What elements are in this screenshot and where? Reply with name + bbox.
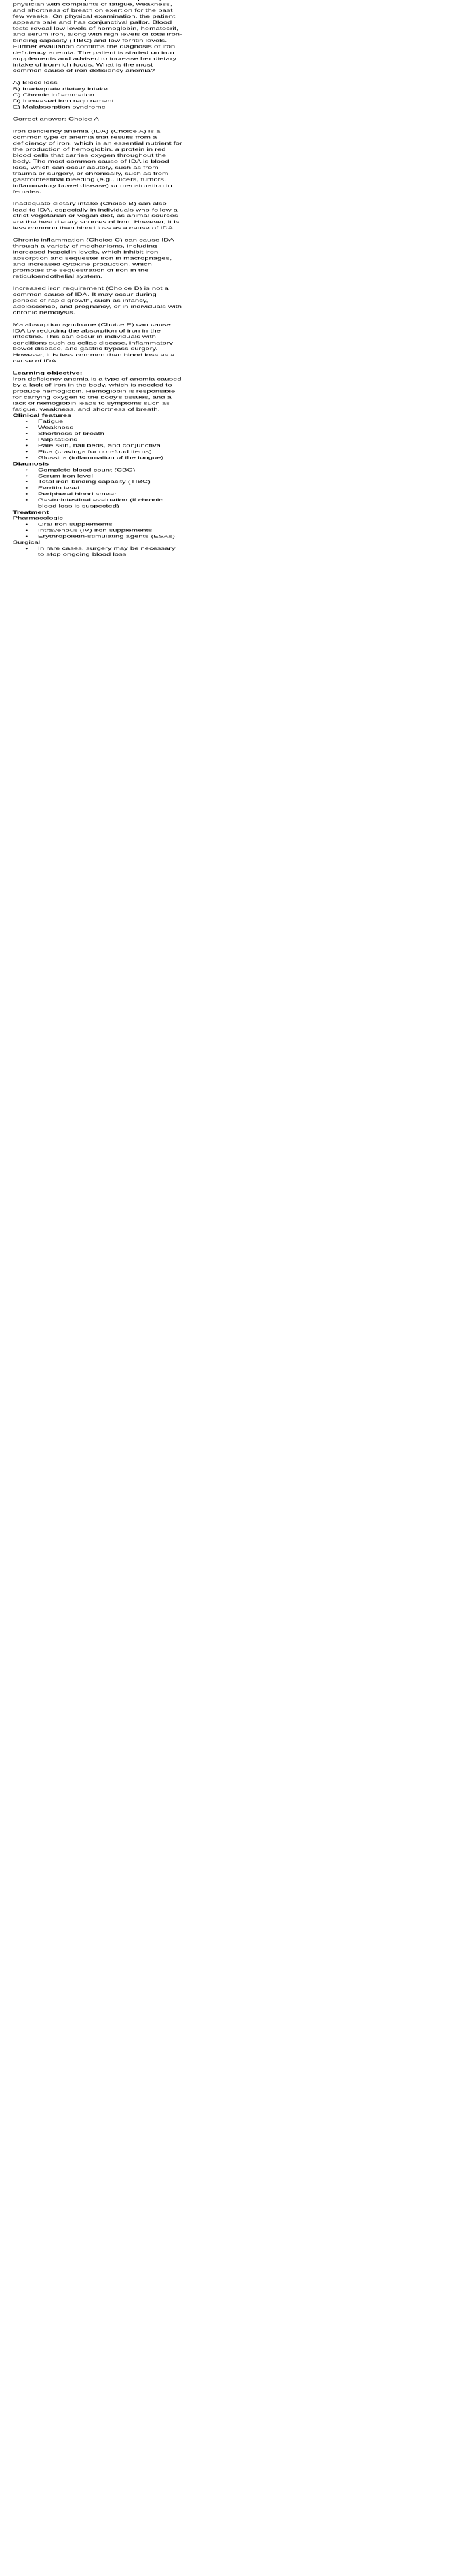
list-item: ● Total iron-binding capacity (TIBC) <box>25 479 182 485</box>
document-body <box>0 0 195 558</box>
explanation-choice-b: Inadequate dietary intake (Choice B) can also lead to IDA, especially in individuals who follow a strict vegetarian or vegan diet, as animal sources are the best dietary sources of iron. However, it is less common than blood loss as a cause of IDA. <box>12 201 180 231</box>
choice-b: B) Inadequate dietary intake <box>12 86 108 92</box>
correct-answer: Correct answer: Choice A <box>12 116 99 121</box>
list-item: ● Palpitations <box>25 436 182 442</box>
clinical-features-list <box>13 419 183 461</box>
clinical-features-heading: Clinical features <box>12 413 72 418</box>
list-item: ● Fatigue <box>25 419 182 425</box>
list-item: ● Oral iron supplements <box>25 521 182 527</box>
list-item: ● Shortness of breath <box>25 430 182 436</box>
list-item: ● Gastrointestinal evaluation (if chronic blood loss is suspected) <box>25 497 182 509</box>
explanation-choice-a: Iron deficiency anemia (IDA) (Choice A) is a common type of anemia that results from a deficiency of iron, which is an essential nutrient for the production of hemoglobin, a protein in red blood cells that carries oxygen throughout the body. The most common cause of IDA is blood loss, which can occur acutely, such as from trauma or surgery, or chronically, such as from gastrointestinal bleeding (e.g., ulcers, tumors, inflammatory bowel disease) or menstruation in females. <box>12 128 182 194</box>
learning-objective-heading: Learning objective: <box>12 371 83 376</box>
explanation-choice-c: Chronic inflammation (Choice C) can cause IDA through a variety of mechanisms, including increased hepcidin levels, which inhibit iron absorption and sequester iron in macrophages, and increased cytokine production, which promotes the sequestration of iron in the reticuloendothelial system. <box>12 237 174 279</box>
diagnosis-list <box>13 467 183 509</box>
diagnosis-heading: Diagnosis <box>12 461 49 466</box>
list-item: ● Peripheral blood smear <box>25 491 182 497</box>
surgical-list <box>13 546 183 558</box>
list-item: ● Intravenous (IV) iron supplements <box>25 527 182 533</box>
list-item: ● Ferritin level <box>25 485 182 491</box>
list-item: ● Glossitis (inflammation of the tongue) <box>25 455 182 461</box>
list-item: ● Pica (cravings for non-food items) <box>25 449 182 455</box>
list-item: ● Complete blood count (CBC) <box>25 467 182 473</box>
list-item: ● Pale skin, nail beds, and conjunctiva <box>25 442 182 449</box>
pharmacologic-list <box>13 521 183 539</box>
explanation-choice-d: Increased iron requirement (Choice D) is not a common cause of IDA. It may occur during periods of rapid growth, such as infancy, adolescence, and pregnancy, or in individuals with chronic hemolysis. <box>12 286 182 316</box>
explanation-choice-e: Malabsorption syndrome (Choice E) can cause IDA by reducing the absorption of iron in the intestine. This can occur in individuals with conditions such as celiac disease, inflammatory bowel disease, and gastric bypass surgery. However, it is less common than blood loss as a cause of IDA. <box>12 322 175 364</box>
list-item: ● Weakness <box>25 424 182 430</box>
pharmacologic-subheading: Pharmacologic <box>12 515 63 520</box>
page <box>0 0 195 612</box>
treatment-heading: Treatment <box>12 509 49 515</box>
choice-d: D) Increased iron requirement <box>12 98 114 104</box>
learning-objective-text: Iron deficiency anemia is a type of anemia caused by a lack of iron in the body, which is needed to produce hemoglobin. Hemoglobin is responsible for carrying oxygen to the body's tissues, and a lack of hemoglobin leads to symptoms such as fatigue, weakness, and shortness of breath. <box>12 376 182 412</box>
list-item: ● Erythropoietin-stimulating agents (ESAs) <box>25 533 182 539</box>
answer-choices <box>13 80 183 111</box>
list-item: ● In rare cases, surgery may be necessary to stop ongoing blood loss <box>25 546 182 558</box>
choice-a: A) Blood loss <box>12 80 58 86</box>
choice-c: C) Chronic inflammation <box>12 92 95 98</box>
surgical-subheading: Surgical <box>12 539 41 545</box>
list-item: ● Serum iron level <box>25 473 182 479</box>
choice-e: E) Malabsorption syndrome <box>12 104 106 110</box>
question-stem: physician with complaints of fatigue, weakness, and shortness of breath on exertion for the past few weeks. On physical examination, the patient appears pale and has conjunctival pallor. Blood tests reveal low levels of hemoglobin, hematocrit, and serum iron, along with high levels of total iron-binding capacity (TIBC) and low ferritin levels. Further evaluation confirms the diagnosis of iron deficiency anemia. The patient is started on iron supplements and advised to increase her dietary intake of iron-rich foods. What is the most common cause of iron deficiency anemia? <box>12 1 182 73</box>
